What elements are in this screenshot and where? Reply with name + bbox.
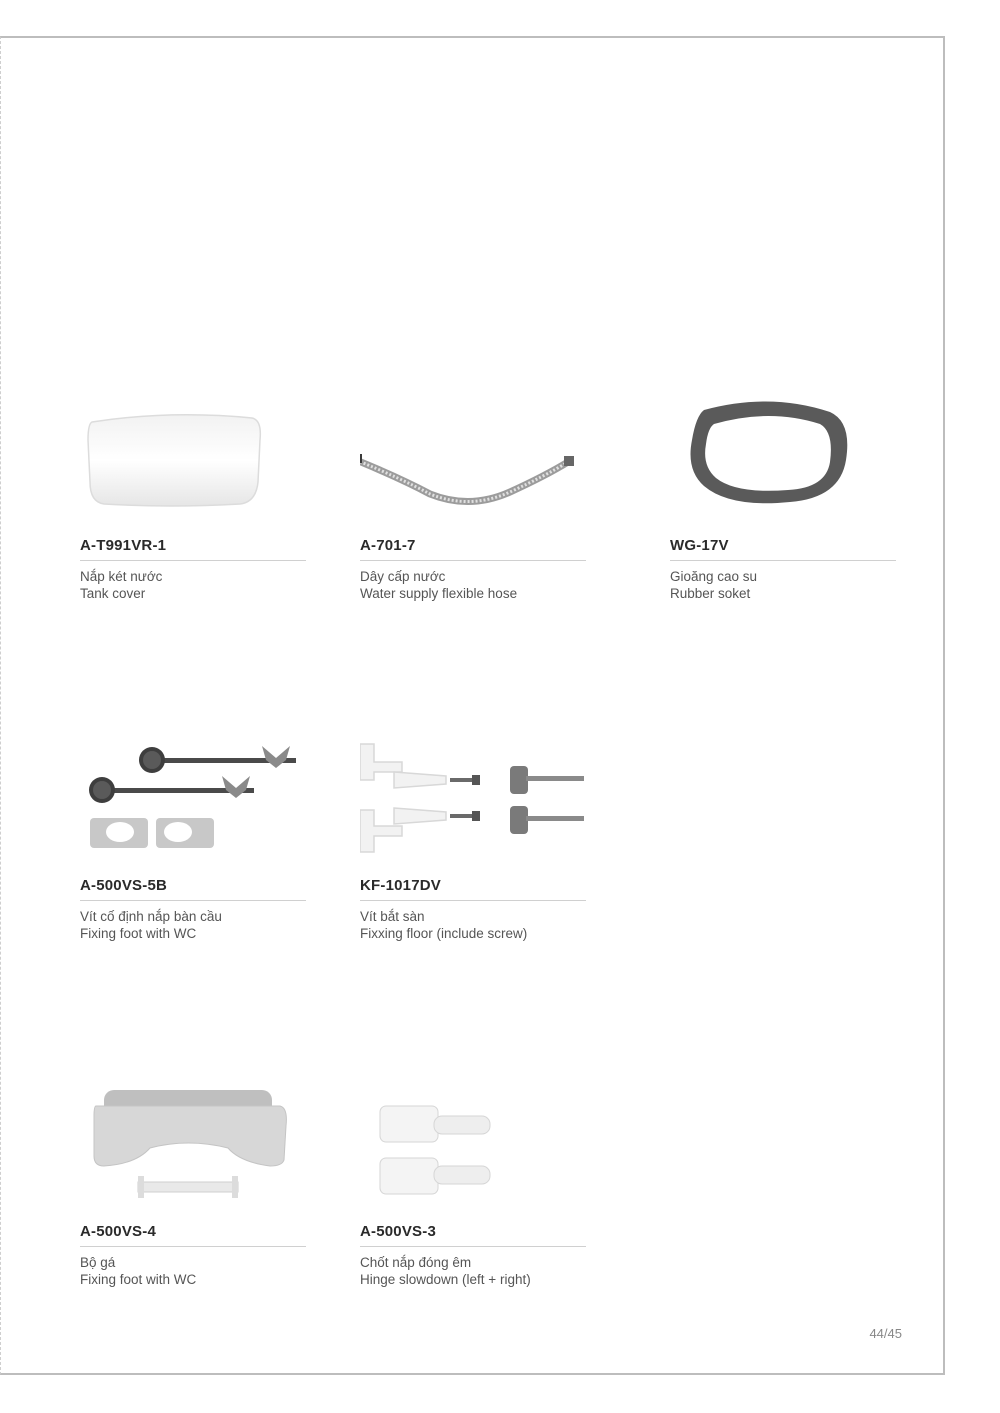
product-code: WG-17V: [670, 537, 896, 561]
product-code: A-701-7: [360, 537, 586, 561]
flexible-hose-icon: [360, 400, 586, 530]
rubber-gasket-icon: [670, 400, 896, 530]
product-code: A-500VS-4: [80, 1223, 306, 1247]
product-name-en: Water supply flexible hose: [360, 586, 518, 601]
product-name-vi: Gioăng cao su: [670, 569, 758, 584]
hinge-icon: [360, 1086, 586, 1216]
floor-screws-icon: [360, 740, 586, 870]
fixing-bolts-icon: [80, 740, 306, 870]
product-name-en: Fixing foot with WC: [80, 926, 197, 941]
product-code: KF-1017DV: [360, 877, 586, 901]
product-name-vi: Bộ gá: [80, 1255, 116, 1270]
product-name-vi: Chốt nắp đóng êm: [360, 1255, 472, 1270]
product-name-en: Fixxing floor (include screw): [360, 926, 528, 941]
product-code: A-500VS-3: [360, 1223, 586, 1247]
product-name-vi: Nắp két nước: [80, 569, 163, 584]
product-name-en: Hinge slowdown (left + right): [360, 1272, 531, 1287]
mounting-bracket-icon: [80, 1086, 306, 1216]
product-code: A-500VS-5B: [80, 877, 306, 901]
tank-cover-icon: [80, 400, 306, 530]
product-name-vi: Dây cấp nước: [360, 569, 446, 584]
product-name-en: Tank cover: [80, 586, 146, 601]
product-code: A-T991VR-1: [80, 537, 306, 561]
product-name-en: Rubber soket: [670, 586, 751, 601]
product-name-vi: Vít cố định nắp bàn cầu: [80, 909, 222, 924]
page-number: 44/45: [869, 1326, 902, 1341]
product-name-en: Fixing foot with WC: [80, 1272, 197, 1287]
product-name-vi: Vít bắt sàn: [360, 909, 425, 924]
